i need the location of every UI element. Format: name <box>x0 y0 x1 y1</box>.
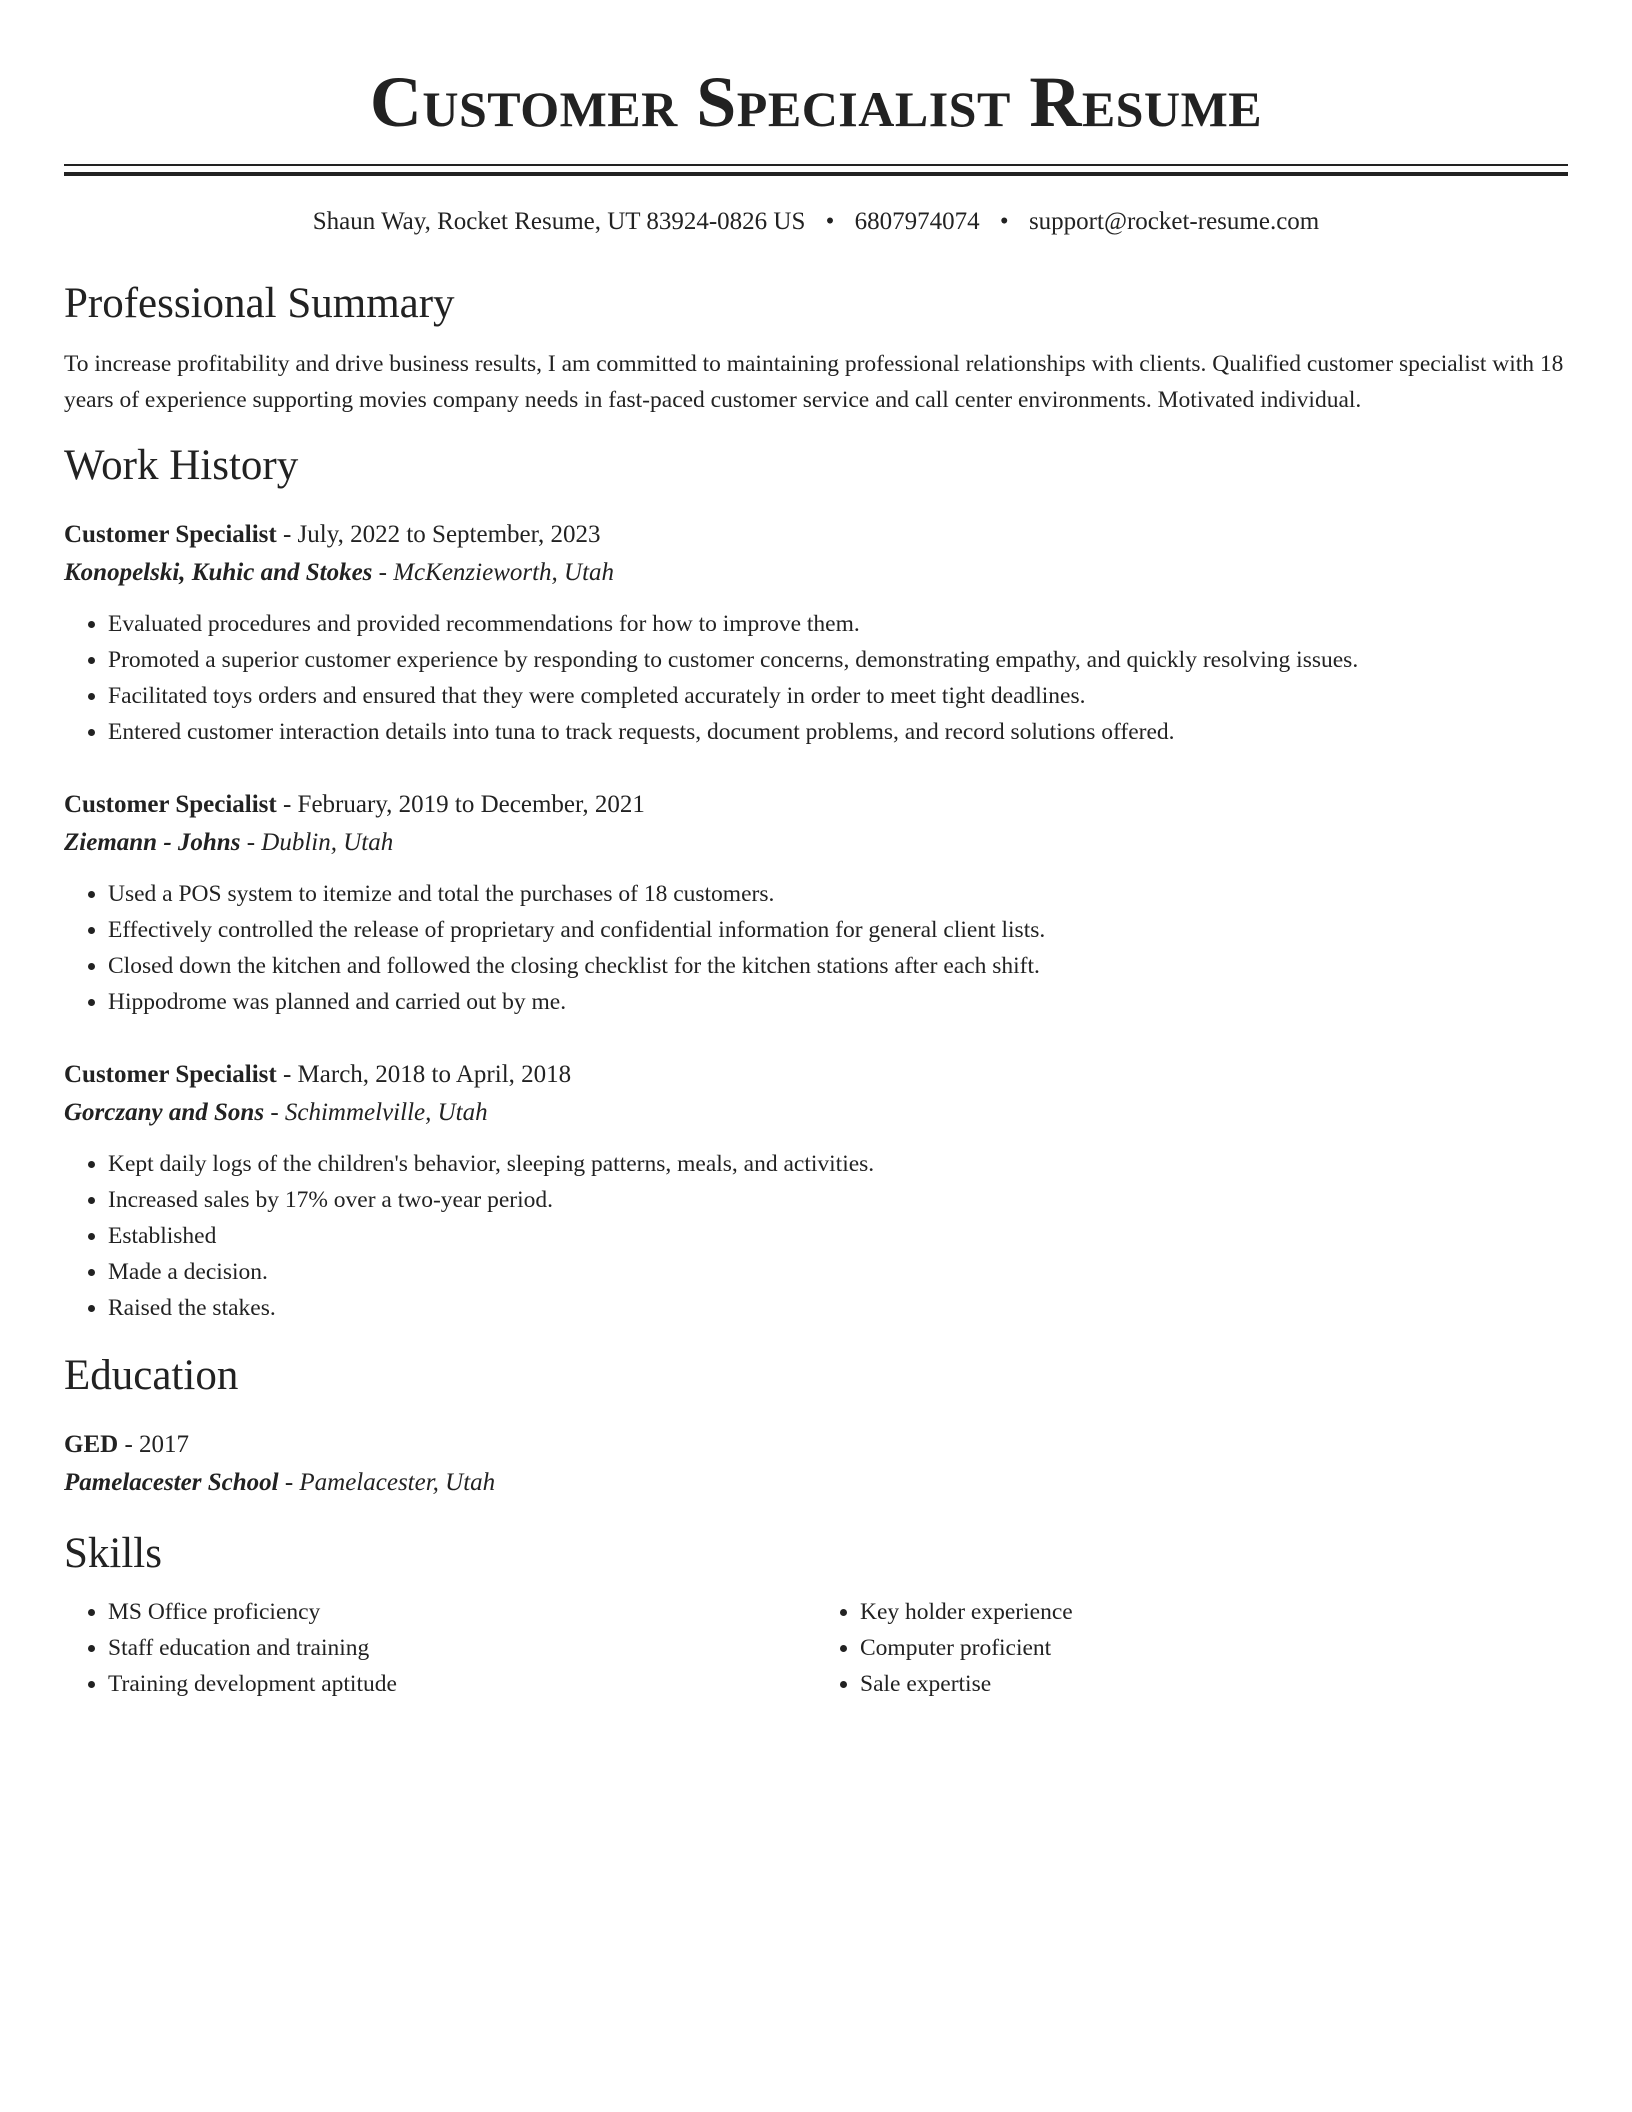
job-bullet: • Used a POS system to itemize and total the purchases of 18 customers. <box>108 876 1568 912</box>
contact-line <box>64 206 1568 238</box>
contact-separator: • <box>999 208 1009 235</box>
job-company: Konopelski, Kuhic and Stokes <box>64 559 373 586</box>
job-company-line <box>64 824 1568 862</box>
job-dates: - March, 2018 to April, 2018 <box>276 1061 572 1088</box>
job-company-line <box>64 1094 1568 1132</box>
job-role: Customer Specialist <box>64 791 277 818</box>
title-divider <box>64 164 1568 176</box>
job-location: - Dublin, Utah <box>240 829 394 856</box>
job-title-line <box>64 1056 1568 1094</box>
education-degree: GED <box>64 1431 119 1458</box>
contact-separator: • <box>825 208 835 235</box>
education-school: Pamelacester School <box>64 1469 279 1496</box>
job-dates: - February, 2019 to December, 2021 <box>276 791 645 818</box>
job-bullet: • Made a decision. <box>108 1254 1568 1290</box>
job-bullet: • Increased sales by 17% over a two-year period. <box>108 1182 1568 1218</box>
education-heading: Education <box>64 1352 239 1399</box>
summary-text: To increase profitability and drive business results, I am committed to maintaining professional relationships with clients. Qualified customer specialist with 18 years of experience supporting movies company needs in fast-paced customer service and call center environments. Motivated individual. <box>64 351 1564 413</box>
job-bullet: • Evaluated procedures and provided recommendations for how to improve them. <box>108 606 1568 642</box>
education-entry <box>64 1426 1568 1502</box>
education-school-line <box>64 1464 1568 1502</box>
job-location: - McKenzieworth, Utah <box>372 559 615 586</box>
skills-grid <box>64 1594 1568 1702</box>
job-bullet: • Hippodrome was planned and carried out by me. <box>108 984 1568 1020</box>
job-entry <box>64 1056 1568 1326</box>
education-degree-line <box>64 1426 1568 1464</box>
skill-item: • MS Office proficiency <box>108 1594 816 1630</box>
skill-item: • Staff education and training <box>108 1630 816 1666</box>
job-title-line <box>64 786 1568 824</box>
contact-phone: 6807974074 <box>854 208 980 235</box>
contact-address: Shaun Way, Rocket Resume, UT 83924-0826 US <box>312 208 806 235</box>
job-bullets <box>64 606 1568 750</box>
job-entry <box>64 516 1568 750</box>
education-location: - Pamelacester, Utah <box>278 1469 496 1496</box>
job-company-line <box>64 554 1568 592</box>
summary-heading: Professional Summary <box>64 280 455 327</box>
job-company: Ziemann - Johns <box>64 829 241 856</box>
education-year: - 2017 <box>118 1431 190 1458</box>
job-bullet: • Promoted a superior customer experience by responding to customer concerns, demonstrating empathy, and quickly resolving issues. <box>108 642 1568 678</box>
job-role: Customer Specialist <box>64 1061 277 1088</box>
skill-item: • Computer proficient <box>860 1630 1568 1666</box>
skills-column-right <box>816 1594 1568 1702</box>
skill-item: • Sale expertise <box>860 1666 1568 1702</box>
job-bullet: • Raised the stakes. <box>108 1290 1568 1326</box>
skill-item: • Key holder experience <box>860 1594 1568 1630</box>
skills-heading: Skills <box>64 1530 162 1577</box>
resume-title: Customer Specialist Resume <box>369 62 1263 142</box>
job-bullets <box>64 1146 1568 1326</box>
job-bullets <box>64 876 1568 1020</box>
job-bullet: • Closed down the kitchen and followed the closing checklist for the kitchen stations after each shift. <box>108 948 1568 984</box>
contact-email: support@rocket-resume.com <box>1028 208 1320 235</box>
job-entry <box>64 786 1568 1020</box>
job-location: - Schimmelville, Utah <box>264 1099 488 1126</box>
job-bullet: • Kept daily logs of the children's behavior, sleeping patterns, meals, and activities. <box>108 1146 1568 1182</box>
job-bullet: • Facilitated toys orders and ensured that they were completed accurately in order to meet tight deadlines. <box>108 678 1568 714</box>
skill-item: • Training development aptitude <box>108 1666 816 1702</box>
job-bullet: • Effectively controlled the release of proprietary and confidential information for general client lists. <box>108 912 1568 948</box>
job-bullet: • Established <box>108 1218 1568 1254</box>
job-role: Customer Specialist <box>64 521 277 548</box>
skills-column-left <box>64 1594 816 1702</box>
job-title-line <box>64 516 1568 554</box>
job-bullet: • Entered customer interaction details into tuna to track requests, document problems, and record solutions offered. <box>108 714 1568 750</box>
job-company: Gorczany and Sons <box>64 1099 265 1126</box>
job-dates: - July, 2022 to September, 2023 <box>276 521 601 548</box>
work-history-heading: Work History <box>64 442 299 489</box>
